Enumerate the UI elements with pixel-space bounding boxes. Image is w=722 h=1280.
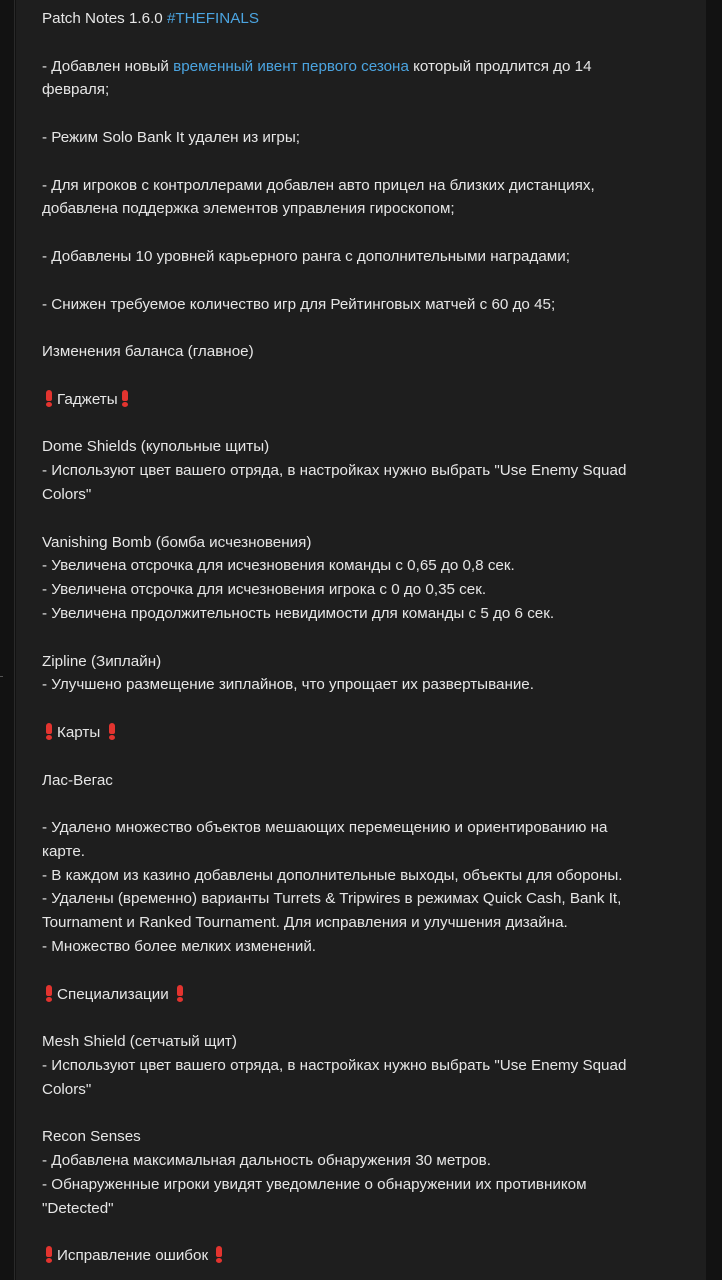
bugfix-heading [42, 1244, 692, 1268]
maps-heading [42, 721, 692, 745]
zipline-item: - Улучшено размещение зиплайнов, что упрощает их развертывание. [42, 676, 534, 694]
intro-item-3-cont: добавлена поддержка элементов управления гироскопом; [42, 200, 455, 218]
recon-title: Recon Senses [42, 1128, 141, 1146]
exclamation-icon [175, 984, 185, 1002]
maps-item: - Множество более мелких изменений. [42, 938, 317, 956]
recon-item-cont: "Detected" [42, 1199, 114, 1217]
vanish-item: - Увеличена отсрочка для исчезновения команды с 0,65 до 0,8 сек. [42, 557, 515, 575]
intro-item-5: - Снижен требуемое количество игр для Рейтинговых матчей с 60 до 45; [42, 295, 556, 313]
maps-item: - В каждом из казино добавлены дополнительные выходы, объекты для обороны. [42, 866, 623, 884]
intro-item-2: - Режим Solo Bank It удален из игры; [42, 128, 301, 146]
recon-item: - Обнаруженные игроки увидят уведомление о обнаружении их противником [42, 1176, 587, 1194]
section-heading-label: Исправление ошибок [57, 1247, 209, 1265]
section-heading-label: Специализации [57, 985, 169, 1003]
intro-item-4: - Добавлены 10 уровней карьерного ранга с дополнительными наградами; [42, 247, 570, 265]
exclamation-icon [120, 389, 130, 407]
scroll-tick [0, 676, 3, 677]
maps-item: - Удалено множество объектов мешающих перемещению и ориентированию на [42, 819, 608, 837]
maps-item: - Удалены (временно) варианты Turrets & Tripwires в режимах Quick Cash, Bank It, [42, 890, 622, 908]
mesh-item: - Используют цвет вашего отряда, в настройках нужно выбрать "Use Enemy Squad [42, 1057, 627, 1075]
vanish-item: - Увеличена продолжительность невидимости для команды с 5 до 6 сек. [42, 604, 555, 622]
dome-item-cont: Colors" [42, 485, 92, 503]
post-body [42, 7, 692, 1268]
exclamation-icon [44, 722, 54, 740]
intro-text: - Добавлен новый [42, 57, 174, 75]
dome-item: - Используют цвет вашего отряда, в настройках нужно выбрать "Use Enemy Squad [42, 462, 627, 480]
intro-item-1 [42, 55, 692, 79]
zipline-title: Zipline (Зиплайн) [42, 652, 162, 670]
post-title: Patch Notes 1.6.0 [42, 10, 167, 27]
mesh-title: Mesh Shield (сетчатый щит) [42, 1033, 237, 1051]
intro-item-1-cont: февраля; [42, 81, 110, 99]
left-divider [14, 0, 15, 1280]
exclamation-icon [214, 1245, 224, 1263]
section-heading-label: Карты [57, 723, 101, 741]
maps-item: Tournament и Ranked Tournament. Для исправления и улучшения дизайна. [42, 914, 568, 932]
gadgets-heading [42, 388, 692, 412]
exclamation-icon [44, 984, 54, 1002]
exclamation-icon [107, 722, 117, 740]
event-link[interactable]: временный ивент первого сезона [173, 57, 409, 75]
vegas-title: Лас-Вегас [42, 771, 113, 789]
maps-item: карте. [42, 842, 85, 860]
exclamation-icon [44, 389, 54, 407]
vanish-item: - Увеличена отсрочка для исчезновения игрока с 0 до 0,35 сек. [42, 581, 487, 599]
specs-heading [42, 983, 692, 1007]
balance-heading: Изменения баланса (главное) [42, 343, 254, 361]
vanish-title: Vanishing Bomb (бомба исчезновения) [42, 533, 312, 551]
hashtag-link[interactable]: #THEFINALS [166, 10, 259, 27]
mesh-item-cont: Colors" [42, 1080, 92, 1098]
post-title-line [42, 7, 692, 31]
exclamation-icon [44, 1245, 54, 1263]
intro-item-3: - Для игроков с контроллерами добавлен авто прицел на близких дистанциях, [42, 176, 595, 194]
section-heading-label: Гаджеты [57, 390, 118, 408]
intro-text: который продлится до 14 [408, 57, 592, 75]
dome-title: Dome Shields (купольные щиты) [42, 438, 270, 456]
recon-item: - Добавлена максимальная дальность обнаружения 30 метров. [42, 1152, 491, 1170]
